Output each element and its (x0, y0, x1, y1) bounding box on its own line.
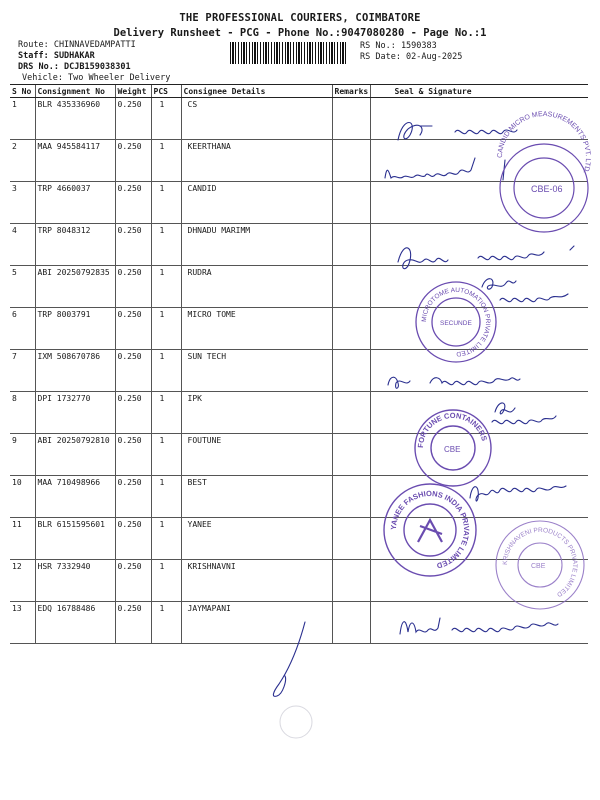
table-header-row (10, 85, 588, 98)
table-row (10, 392, 588, 434)
svg-text:FORTUNE CONTAINERS: FORTUNE CONTAINERS (415, 410, 490, 449)
row-pcs: 1 (151, 392, 181, 434)
row-weight: 0.250 (115, 518, 151, 560)
row-sno: 2 (10, 140, 35, 182)
row-remarks (332, 308, 370, 350)
row-consignee: RUDRA (181, 266, 332, 308)
row-consignment-no: BLR 6151595601 (35, 518, 115, 560)
row-remarks (332, 518, 370, 560)
row-signature (370, 434, 588, 476)
row-consignee: JAYMAPANI (181, 602, 332, 644)
row-signature (370, 602, 588, 644)
row-weight: 0.250 (115, 266, 151, 308)
row-sno: 8 (10, 392, 35, 434)
table-row (10, 560, 588, 602)
table-row (10, 434, 588, 476)
barcode (230, 42, 348, 64)
row-signature (370, 560, 588, 602)
row-consignment-no: ABI 20250792810 (35, 434, 115, 476)
table-row (10, 182, 588, 224)
row-pcs: 1 (151, 602, 181, 644)
col-remarks: Remarks (332, 85, 370, 98)
row-consignment-no: TRP 8003791 (35, 308, 115, 350)
vehicle-label: Vehicle: Two Wheeler Delivery (22, 73, 171, 83)
row-pcs: 1 (151, 434, 181, 476)
row-sno: 9 (10, 434, 35, 476)
row-signature (370, 392, 588, 434)
row-consignment-no: TRP 4660037 (35, 182, 115, 224)
col-pcs: PCS (151, 85, 181, 98)
runsheet-table (10, 84, 588, 644)
row-remarks (332, 476, 370, 518)
col-sno: S No (10, 85, 35, 98)
row-signature (370, 182, 588, 224)
row-pcs: 1 (151, 560, 181, 602)
faint-stamp-bottom (280, 706, 312, 738)
svg-text:CBE: CBE (531, 563, 546, 570)
row-pcs: 1 (151, 266, 181, 308)
row-remarks (332, 392, 370, 434)
row-pcs: 1 (151, 182, 181, 224)
row-weight: 0.250 (115, 476, 151, 518)
row-consignee: CS (181, 98, 332, 140)
row-weight: 0.250 (115, 308, 151, 350)
row-sno: 1 (10, 98, 35, 140)
row-weight: 0.250 (115, 434, 151, 476)
row-consignee: KEERTHANA (181, 140, 332, 182)
col-consignee: Consignee Details (181, 85, 332, 98)
row-consignment-no: IXM 508670786 (35, 350, 115, 392)
row-sno: 4 (10, 224, 35, 266)
row-remarks (332, 602, 370, 644)
row-remarks (332, 434, 370, 476)
row-sno: 5 (10, 266, 35, 308)
row-remarks (332, 560, 370, 602)
row-pcs: 1 (151, 98, 181, 140)
row-consignment-no: BLR 435336960 (35, 98, 115, 140)
row-consignment-no: TRP 8048312 (35, 224, 115, 266)
row-sno: 13 (10, 602, 35, 644)
row-remarks (332, 98, 370, 140)
row-pcs: 1 (151, 308, 181, 350)
row-weight: 0.250 (115, 140, 151, 182)
row-consignment-no: EDQ 16788486 (35, 602, 115, 644)
row-signature (370, 224, 588, 266)
row-weight: 0.250 (115, 602, 151, 644)
row-consignee: KRISHNAVNI (181, 560, 332, 602)
row-weight: 0.250 (115, 98, 151, 140)
row-sno: 6 (10, 308, 35, 350)
table-row (10, 224, 588, 266)
row-consignee: FOUTUNE (181, 434, 332, 476)
row-pcs: 1 (151, 224, 181, 266)
row-weight: 0.250 (115, 350, 151, 392)
row-weight: 0.250 (115, 392, 151, 434)
svg-text:SECUNDE: SECUNDE (440, 320, 472, 327)
table-row (10, 266, 588, 308)
row-weight: 0.250 (115, 560, 151, 602)
svg-text:MICROTOME AUTOMATION PRIVATE L: MICROTOME AUTOMATION PRIVATE LIMITED (420, 286, 492, 358)
drs-label: DRS No.: DCJB159038301 (18, 62, 131, 72)
row-remarks (332, 182, 370, 224)
row-pcs: 1 (151, 476, 181, 518)
col-consignment: Consignment No (35, 85, 115, 98)
row-remarks (332, 350, 370, 392)
runsheet-title: THE PROFESSIONAL COURIERS, COIMBATORE (179, 12, 421, 24)
row-consignment-no: ABI 20250792835 (35, 266, 115, 308)
row-consignment-no: DPI 1732770 (35, 392, 115, 434)
row-sno: 10 (10, 476, 35, 518)
col-weight: Weight (115, 85, 151, 98)
row-remarks (332, 140, 370, 182)
svg-text:CBE-06: CBE-06 (531, 184, 563, 194)
row-signature (370, 350, 588, 392)
row-weight: 0.250 (115, 224, 151, 266)
row-consignee: SUN TECH (181, 350, 332, 392)
row-consignee: MICRO TOME (181, 308, 332, 350)
table-row (10, 518, 588, 560)
row-remarks (332, 224, 370, 266)
row-signature (370, 308, 588, 350)
table-row (10, 350, 588, 392)
row-consignment-no: MAA 710498966 (35, 476, 115, 518)
row-remarks (332, 266, 370, 308)
table-row (10, 602, 588, 644)
table-row (10, 308, 588, 350)
row-signature (370, 266, 588, 308)
row-signature (370, 98, 588, 140)
row-signature (370, 476, 588, 518)
svg-text:CANDID MICRO MEASUREMENTS PVT.: CANDID MICRO MEASUREMENTS PVT. LTD. (496, 110, 592, 175)
row-pcs: 1 (151, 140, 181, 182)
row-consignment-no: HSR 7332940 (35, 560, 115, 602)
route-label: Route: CHINNAVEDAMPATTI (18, 40, 136, 50)
row-pcs: 1 (151, 518, 181, 560)
row-sno: 7 (10, 350, 35, 392)
row-consignee: BEST (181, 476, 332, 518)
row-consignee: IPK (181, 392, 332, 434)
row-sno: 3 (10, 182, 35, 224)
rs-no-label: RS No.: 1590383 (360, 41, 437, 51)
row-consignee: YANEE (181, 518, 332, 560)
row-consignment-no: MAA 945584117 (35, 140, 115, 182)
svg-text:KRISHNAVENI PRODUCTS PRIVATE L: KRISHNAVENI PRODUCTS PRIVATE LIMITED (501, 526, 579, 598)
svg-text:YANEE FASHIONS INDIA PRIVATE L: YANEE FASHIONS INDIA PRIVATE LIMITED (388, 488, 472, 571)
runsheet-subtitle: Delivery Runsheet - PCG - Phone No.:9047080280 - Page No.:1 (113, 27, 487, 39)
row-sno: 12 (10, 560, 35, 602)
row-pcs: 1 (151, 350, 181, 392)
rs-date-label: RS Date: 02-Aug-2025 (360, 52, 463, 62)
table-row (10, 98, 588, 140)
table-row (10, 476, 588, 518)
svg-text:CBE: CBE (444, 445, 461, 454)
table-row (10, 140, 588, 182)
row-consignee: CANDID (181, 182, 332, 224)
row-consignee: DHNADU MARIMM (181, 224, 332, 266)
staff-label: Staff: SUDHAKAR (18, 51, 95, 61)
row-signature (370, 140, 588, 182)
row-weight: 0.250 (115, 182, 151, 224)
row-signature (370, 518, 588, 560)
col-seal-signature: Seal & Signature (370, 85, 588, 98)
row-sno: 11 (10, 518, 35, 560)
